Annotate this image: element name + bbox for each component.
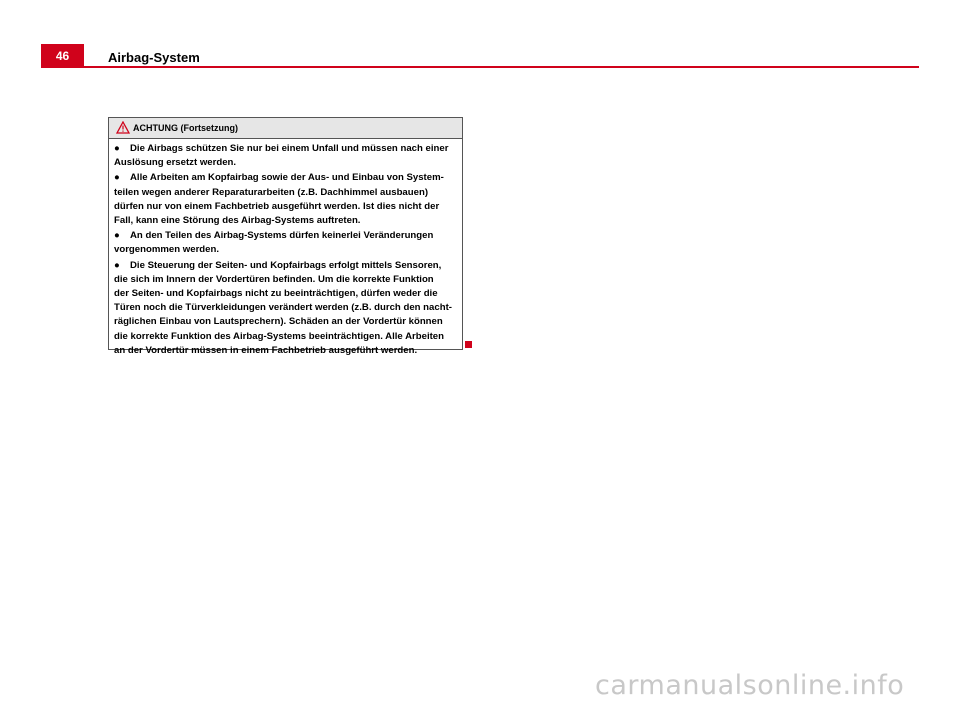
warning-item-line: die sich im Innern der Vordertüren befinden. Um die korrekte Funktion (114, 273, 434, 285)
warning-item-line: an der Vordertür müssen in einem Fachbetrieb ausgeführt werden. (114, 344, 418, 356)
page-number: 46 (41, 44, 84, 68)
warning-item-line: Türen noch die Türverkleidungen verändert werden (z.B. durch den nacht- (114, 302, 452, 314)
warning-item-line: teilen wegen anderer Reparaturarbeiten (z.B. Dachhimmel ausbauen) (114, 186, 429, 198)
warning-item-line: die korrekte Funktion des Airbag-Systems beeinträchtigen. Alle Arbeiten (114, 330, 444, 342)
warning-item-line: Die Airbags schützen Sie nur bei einem Unfall und müssen nach einer (130, 143, 449, 154)
warning-item (114, 259, 456, 358)
warning-item (114, 171, 456, 228)
warning-item-line: Auslösung ersetzt werden. (114, 157, 237, 169)
bullet-icon: ● (114, 172, 120, 184)
watermark: carmanualsonline.info (595, 670, 905, 701)
header-rule (41, 66, 919, 68)
warning-item (114, 142, 456, 170)
warning-header (109, 118, 462, 139)
warning-box (108, 117, 463, 356)
bullet-icon: ● (114, 143, 120, 154)
warning-title: ACHTUNG (Fortsetzung) (133, 123, 238, 133)
bullet-icon: ● (114, 230, 120, 242)
warning-item-line: Fall, kann eine Störung des Airbag-Systems auftreten. (114, 215, 361, 227)
warning-item (114, 229, 456, 257)
warning-item-line: der Seiten- und Kopfairbags nicht zu beeinträchtigen, dürfen weder die (114, 288, 438, 300)
warning-item-line: dürfen nur von einem Fachbetrieb ausgeführt werden. Ist dies nicht der (114, 200, 440, 212)
section-end-marker (465, 341, 472, 348)
warning-body (109, 139, 462, 358)
warning-item-line: Die Steuerung der Seiten- und Kopfairbags erfolgt mittels Sensoren, (130, 259, 442, 271)
warning-item-line: räglichen Einbau von Lautsprechern). Schäden an der Vordertür können (114, 316, 443, 328)
warning-item-line: An den Teilen des Airbag-Systems dürfen keinerlei Veränderungen (130, 230, 434, 242)
warning-item-line: Alle Arbeiten am Kopfairbag sowie der Aus- und Einbau von System- (130, 172, 444, 184)
warning-triangle-icon (116, 121, 130, 134)
bullet-icon: ● (114, 259, 120, 271)
warning-item-line: vorgenommen werden. (114, 244, 220, 256)
page-title: Airbag-System (108, 50, 200, 65)
